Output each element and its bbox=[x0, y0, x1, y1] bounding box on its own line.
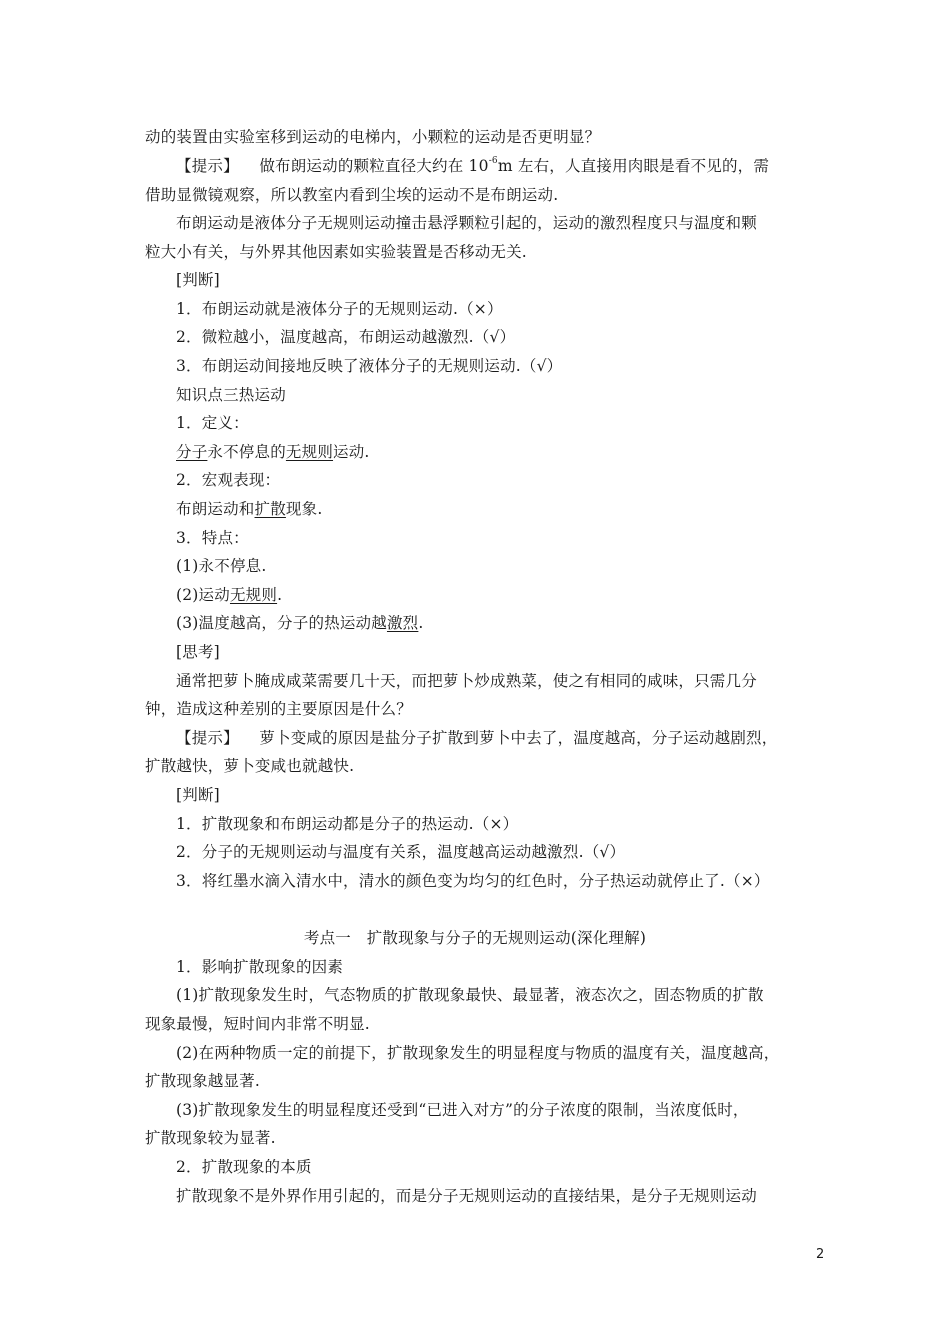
paragraph-line: (3)扩散现象发生的明显程度还受到“已进入对方”的分子浓度的限制，当浓度低时， bbox=[176, 1101, 749, 1119]
paragraph-line: 粒大小有关，与外界其他因素如实验装置是否移动无关. bbox=[145, 243, 527, 261]
section-heading: 知识点三热运动 bbox=[176, 386, 286, 404]
list-item: 1．影响扩散现象的因素 bbox=[176, 958, 344, 976]
judge-item: 1．扩散现象和布朗运动都是分子的热运动.（×） bbox=[176, 815, 519, 833]
paragraph-line: (1)扩散现象发生时，气态物质的扩散现象最快、最显著，液态次之，固态物质的扩散 bbox=[176, 986, 764, 1004]
judge-item: 3．将红墨水滴入清水中，清水的颜色变为均匀的红色时，分子热运动就停止了.（×） bbox=[176, 872, 770, 890]
paragraph-line: 现象最慢，短时间内非常不明显. bbox=[145, 1015, 370, 1033]
fill-blank: 激烈 bbox=[386, 614, 419, 632]
section-label: [判断] bbox=[176, 786, 220, 804]
judge-item: 2．微粒越小，温度越高，布朗运动越激烈.（√） bbox=[176, 328, 516, 346]
fill-blank: 分子 bbox=[176, 443, 208, 461]
paragraph-line: 扩散现象不是外界作用引起的，而是分子无规则运动的直接结果，是分子无规则运动 bbox=[176, 1187, 757, 1205]
list-item: 1．定义： bbox=[176, 414, 249, 432]
exponent: -6 bbox=[488, 155, 498, 166]
paragraph-line: 扩散现象越显著. bbox=[145, 1072, 261, 1090]
definition-line: 分子永不停息的无规则运动. bbox=[176, 443, 370, 461]
judge-item: 2．分子的无规则运动与温度有关系，温度越高运动越激烈.（√） bbox=[176, 843, 626, 861]
paragraph-line: 布朗运动是液体分子无规则运动撞击悬浮颗粒引起的，运动的激烈程度只与温度和颗 bbox=[176, 214, 757, 232]
judge-item: 3．布朗运动间接地反映了液体分子的无规则运动.（√） bbox=[176, 357, 563, 375]
list-item: 2．扩散现象的本质 bbox=[176, 1158, 312, 1176]
paragraph-line: 动的装置由实验室移到运动的电梯内，小颗粒的运动是否更明显？ bbox=[145, 128, 601, 146]
paragraph-line: 钟，造成这种差别的主要原因是什么？ bbox=[145, 700, 412, 718]
fill-blank: 无规则 bbox=[229, 586, 278, 604]
section-label: [判断] bbox=[176, 271, 220, 289]
paragraph-line: 扩散越快，萝卜变咸也就越快. bbox=[145, 757, 355, 775]
paragraph-line: 扩散现象较为显著. bbox=[145, 1129, 276, 1147]
list-item: (2)运动无规则. bbox=[176, 586, 283, 604]
list-item: 3．特点： bbox=[176, 529, 249, 547]
paragraph-line: 借助显微镜观察，所以教室内看到尘埃的运动不是布朗运动. bbox=[145, 186, 559, 204]
section-title: 考点一 扩散现象与分子的无规则运动(深化理解) bbox=[303, 929, 647, 947]
list-item: (3)温度越高，分子的热运动越激烈. bbox=[176, 614, 424, 632]
section-label: [思考] bbox=[176, 643, 220, 661]
list-item: 2．宏观表现： bbox=[176, 471, 281, 489]
definition-line: 布朗运动和扩散现象. bbox=[176, 500, 323, 518]
hint-label: 【提示】 bbox=[176, 157, 239, 175]
hint-line: 【提示】 做布朗运动的颗粒直径大约在 $10^{-6}m$ 左右，人直接用肉眼是看不见的，需 bbox=[176, 155, 770, 175]
hint-label: 【提示】 bbox=[176, 729, 239, 747]
list-item: (1)永不停息. bbox=[176, 557, 267, 575]
fill-blank: 无规则 bbox=[285, 443, 334, 461]
fill-blank: 扩散 bbox=[254, 500, 286, 518]
paragraph-line: 通常把萝卜腌成咸菜需要几十天，而把萝卜炒成熟菜，使之有相同的咸味，只需几分 bbox=[176, 672, 757, 690]
page-number: 2 bbox=[816, 1247, 825, 1262]
hint-line: 【提示】 萝卜变咸的原因是盐分子扩散到萝卜中去了，温度越高，分子运动越剧烈， bbox=[176, 729, 778, 747]
judge-item: 1．布朗运动就是液体分子的无规则运动.（×） bbox=[176, 300, 503, 318]
paragraph-line: (2)在两种物质一定的前提下，扩散现象发生的明显程度与物质的温度有关，温度越高， bbox=[176, 1044, 780, 1062]
